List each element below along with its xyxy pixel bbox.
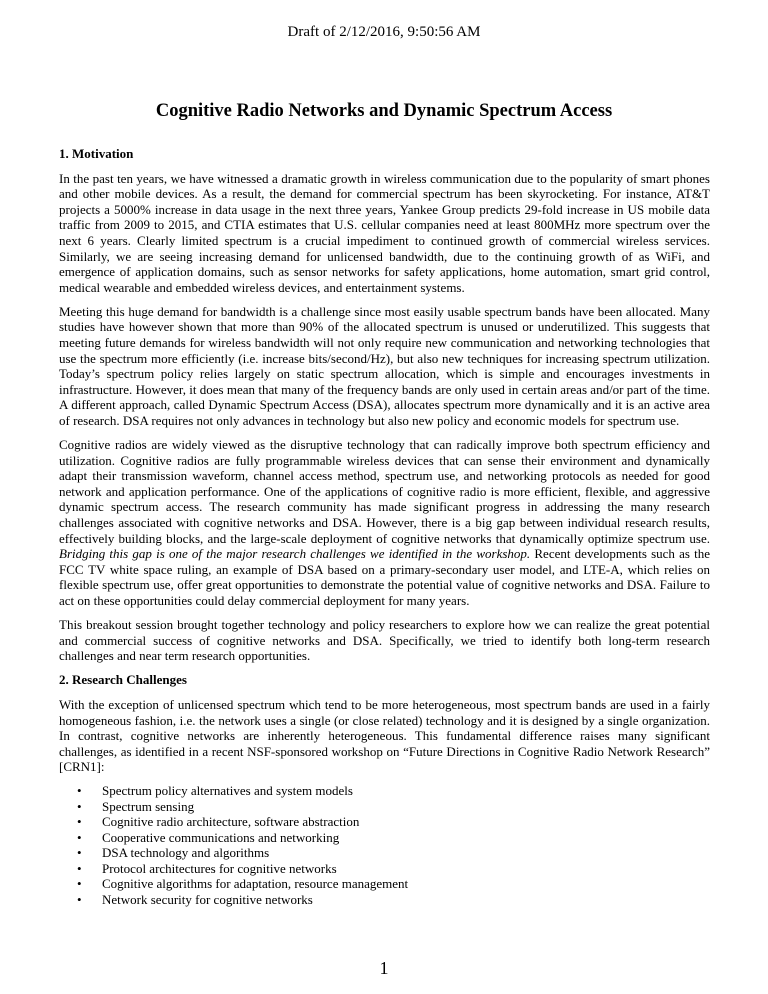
bullet-icon: • bbox=[77, 845, 82, 861]
page-number: 1 bbox=[379, 958, 389, 978]
section-heading-motivation: 1. Motivation bbox=[59, 146, 134, 161]
bullet-icon: • bbox=[77, 829, 82, 845]
list-item-text: Cooperative communications and networking bbox=[102, 829, 340, 845]
page-header: Draft of 2/12/2016, 9:50:56 AM bbox=[287, 24, 481, 40]
bullet-icon: • bbox=[77, 798, 82, 814]
list-item-text: Spectrum policy alternatives and system models bbox=[102, 783, 353, 799]
list-item bbox=[59, 876, 710, 892]
paragraph bbox=[59, 437, 710, 609]
list-item bbox=[59, 783, 710, 799]
section-heading-research-challenges: 2. Research Challenges bbox=[59, 672, 187, 688]
list-item-text: DSA technology and algorithms bbox=[102, 845, 270, 861]
paragraph-text: Recent developments such as the FCC TV white space ruling, an example of DSA based on a primary-secondary user model, and LTE-A, which relies on flexible spectrum use, offer great opportunities to demonstrate the potential value of cognitive networks and DSA. Failure to act on these opportunities could delay commercial deployment for many years. bbox=[59, 546, 711, 609]
list-item-text: Cognitive radio architecture, software abstraction bbox=[102, 814, 360, 830]
bullet-icon: • bbox=[77, 876, 82, 892]
list-item bbox=[59, 892, 710, 908]
list-item-text: Network security for cognitive networks bbox=[102, 891, 313, 907]
list-item bbox=[59, 799, 710, 815]
paragraph: Meeting this huge demand for bandwidth is a challenge since most easily usable spectrum bands have been allocated. Many studies have however shown that more than 90% of the allocated spectrum is unused or underutilized. This suggests that meeting future demands for wireless bandwidth will not only require new communication and networking technologies that use the spectrum more efficiently (i.e. increase bits/second/Hz), but also new techniques for increasing spectrum utilization. Today’s spectrum policy relies largely on static spectrum allocation, which is simple and encourages investments in infrastructure. However, it does mean that many of the frequency bands are only used in certain areas and/or part of the time. A different approach, called Dynamic Spectrum Access (DSA), allocates spectrum more dynamically and it is an active area of research. DSA requires not only advances in technology but also new policy and economic models for spectrum use. bbox=[59, 303, 710, 428]
bullet-icon: • bbox=[77, 814, 82, 830]
document-body bbox=[59, 146, 710, 907]
list-item bbox=[59, 830, 710, 846]
bullet-icon: • bbox=[77, 891, 82, 907]
bullet-list bbox=[59, 783, 710, 907]
emphasized-text: Bridging this gap is one of the major research challenges we identified in the workshop. bbox=[59, 546, 531, 562]
bullet-icon: • bbox=[77, 783, 82, 799]
paragraph: In the past ten years, we have witnessed a dramatic growth in wireless communication due to the popularity of smart phones and other mobile devices. As a result, the demand for commercial spectrum has been skyrocketing. For instance, AT&T projects a 5000% increase in data usage in the next three years, Yankee Group predicts 29-fold increase in US mobile data traffic from 2009 to 2015, and CTIA estimates that U.S. cellular companies need at least 800MHz more spectrum over the next 6 years. Clearly limited spectrum is a crucial impediment to continued growth of commercial wireless services. Similarly, we are seeing increasing demand for unlicensed bandwidth, due to the continuing growth of as WiFi, and emergence of application domains, such as sensor networks for safety applications, home automation, smart grid control, medical wearable and embedded wireless devices, and entertainment systems. bbox=[59, 170, 710, 295]
list-item bbox=[59, 845, 710, 861]
paragraph: This breakout session brought together technology and policy researchers to explore how we can realize the great potential and commercial success of cognitive networks and DSA. Specifically, we tried to identify both long-term research challenges and near term research opportunities. bbox=[59, 617, 710, 664]
document-title: Cognitive Radio Networks and Dynamic Spectrum Access bbox=[155, 101, 613, 121]
paragraph: With the exception of unlicensed spectrum which tend to be more heterogeneous, most spectrum bands are used in a fairly homogeneous fashion, i.e. the network uses a single (or close related) technology and it is designed by a single organization. In contrast, cognitive networks are inherently heterogeneous. This fundamental difference raises many significant challenges, as identified in a recent NSF-sponsored workshop on “Future Directions in Cognitive Radio Network Research” [CRN1]: bbox=[59, 697, 710, 775]
list-item-text: Cognitive algorithms for adaptation, resource management bbox=[102, 876, 409, 892]
bullet-icon: • bbox=[77, 860, 82, 876]
list-item-text: Protocol architectures for cognitive networks bbox=[102, 860, 337, 876]
paragraph-text: Cognitive radios are widely viewed as the disruptive technology that can radically improve both spectrum efficiency and utilization. Cognitive radios are fully programmable wireless devices that can sense their environment and dynamically adapt their transmission waveform, channel access method, spectrum use, and networking protocols as needed for good network and application performance. One of the applications of cognitive radio is more efficient, flexible, and aggressive dynamic spectrum access. The research community has made significant progress in addressing the many research challenges associated with cognitive networks and DSA. However, there is a big gap between individual research results, effectively building blocks, and the large-scale deployment of cognitive networks that dynamically optimize spectrum use. bbox=[59, 437, 710, 546]
list-item bbox=[59, 814, 710, 830]
list-item-text: Spectrum sensing bbox=[102, 798, 195, 814]
list-item bbox=[59, 861, 710, 877]
